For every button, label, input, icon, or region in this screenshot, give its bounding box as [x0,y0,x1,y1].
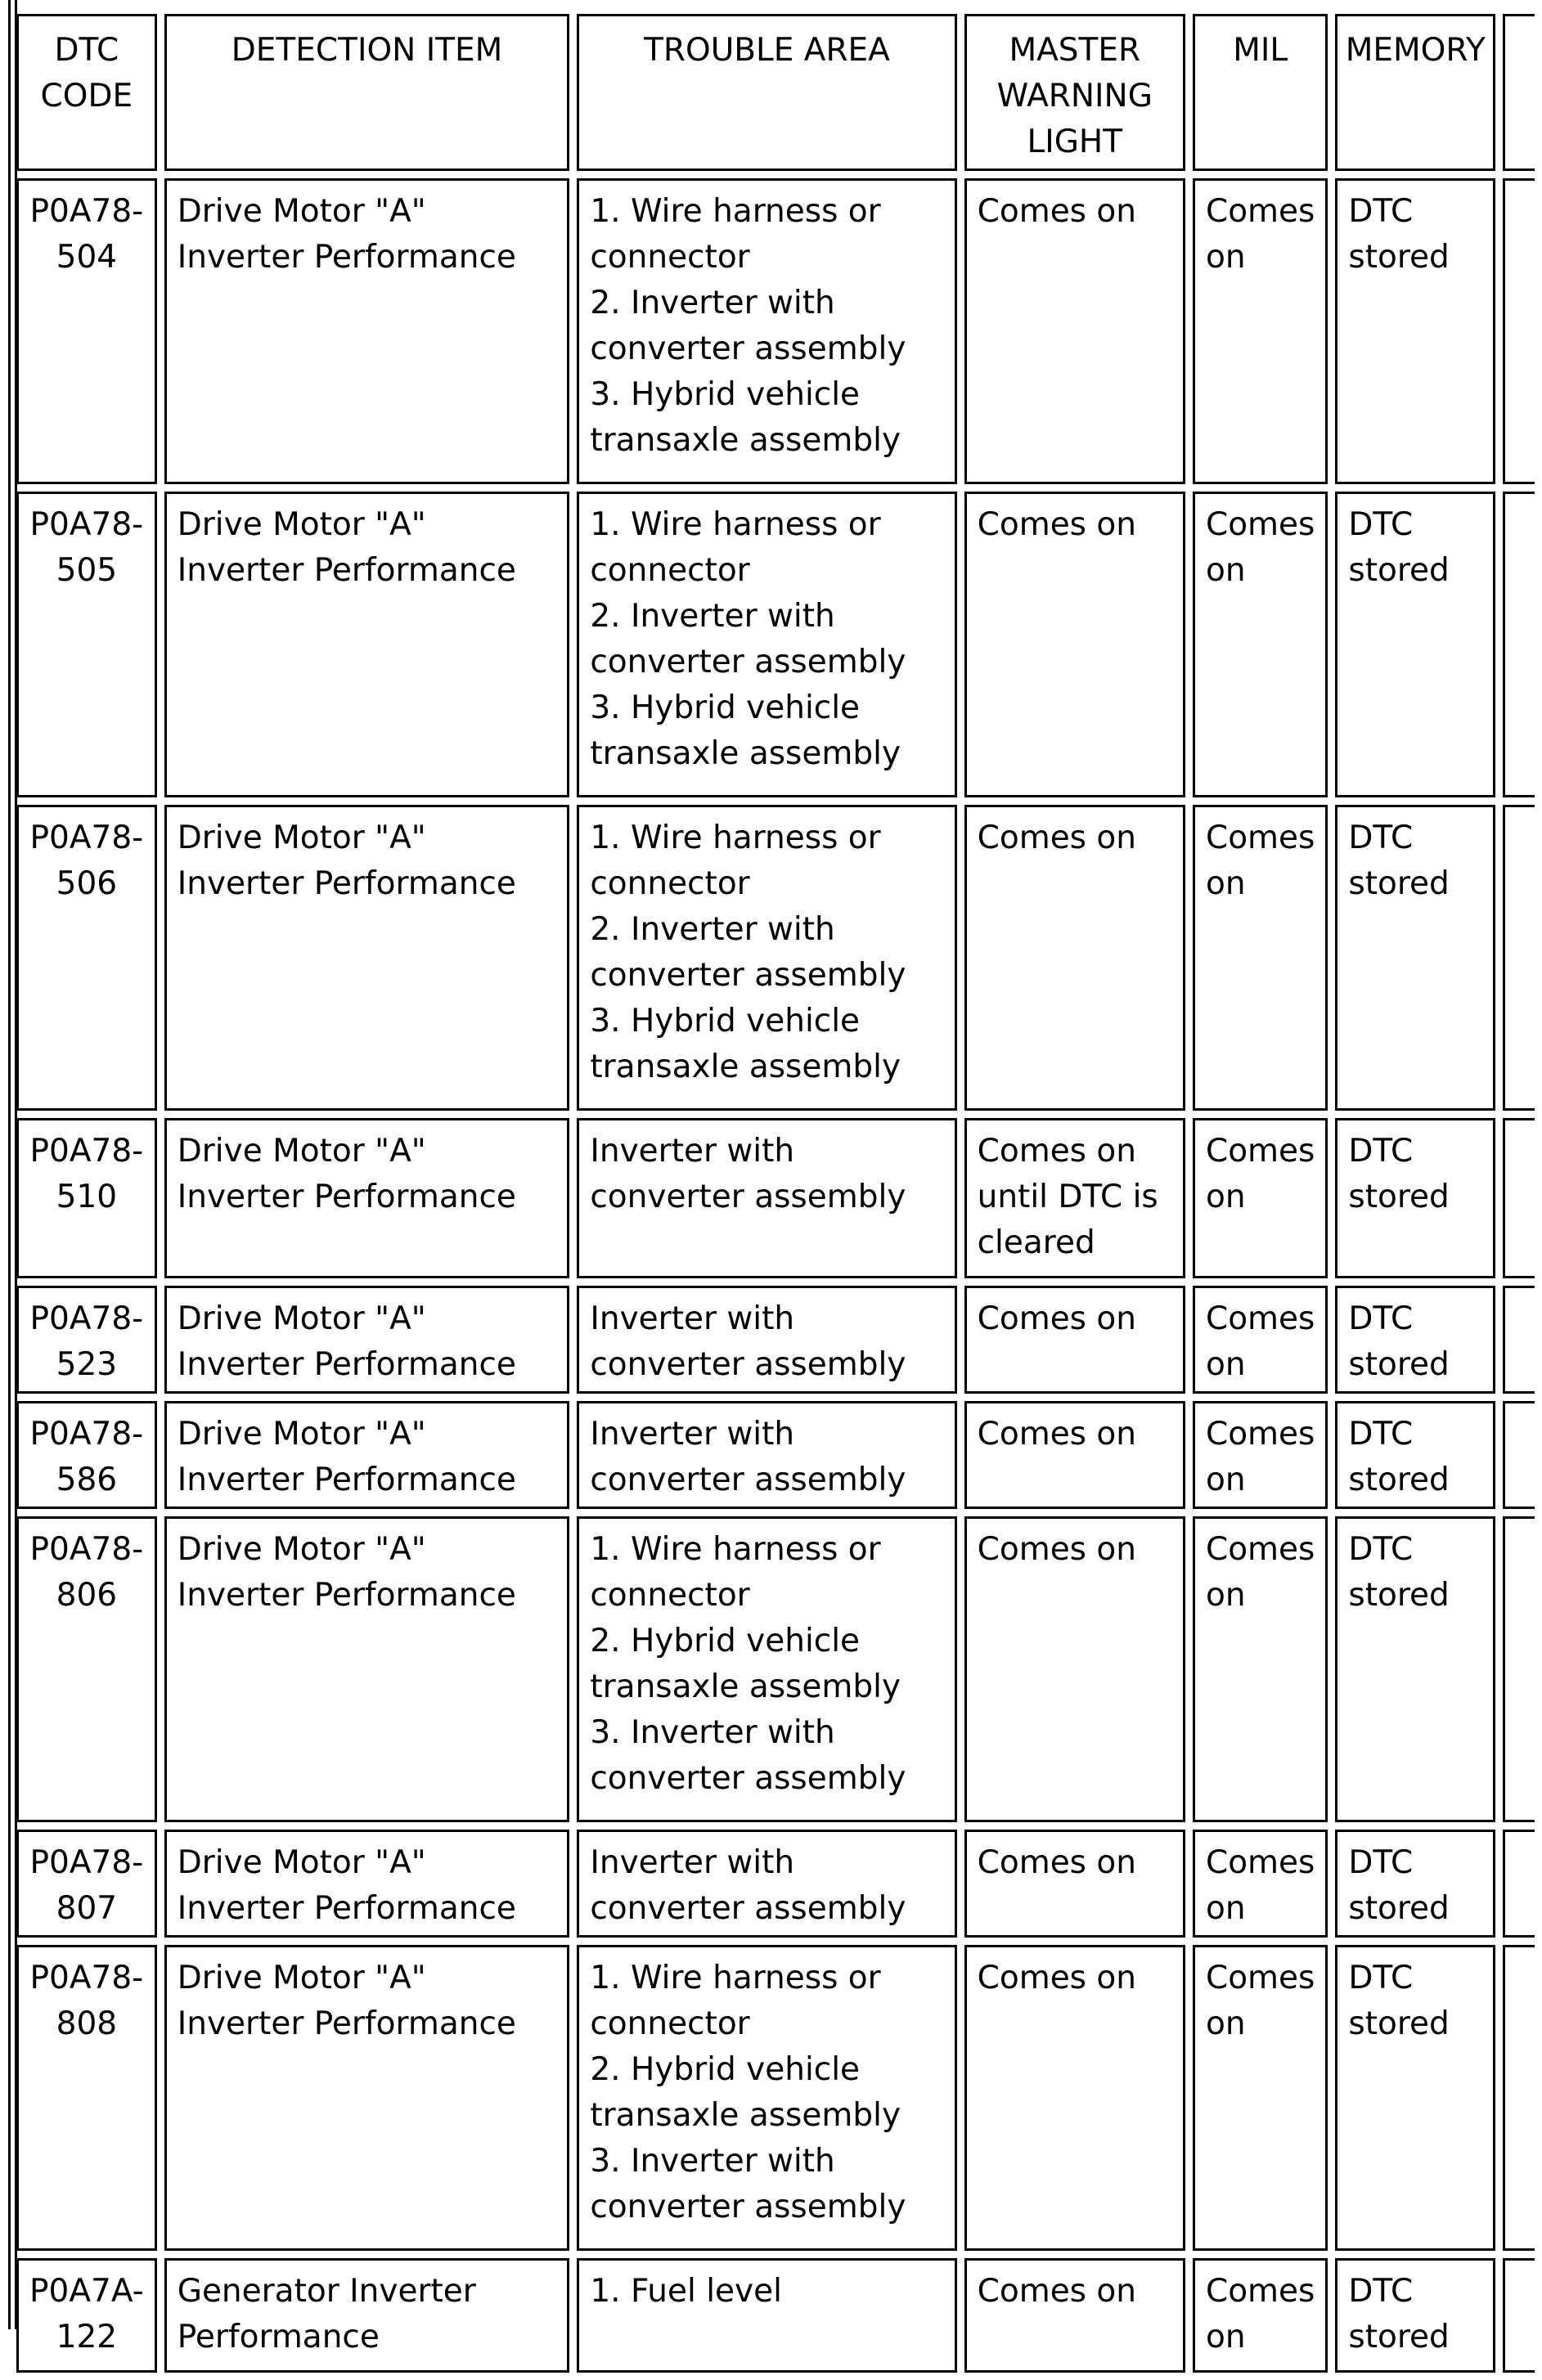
trouble-area-cell [577,1118,956,1278]
trouble-area-cell [577,1516,956,1822]
header-dtc-code: DTC CODE [16,14,157,171]
next-column-stub-cell [1503,1516,1535,1822]
memory-cell: DTC stored [1335,1830,1495,1938]
trouble-area-item: 2. Inverter with converter assembly [590,598,906,680]
dtc-code-cell [16,178,157,484]
dtc-code-suffix: 510 [56,1179,118,1215]
trouble-area-item: 3. Hybrid vehicle transaxle assembly [590,1003,901,1085]
detection-item-cell: Drive Motor "A" Inverter Performance [164,178,570,484]
trouble-area-item: Inverter with converter assembly [590,1844,906,1927]
dtc-code-prefix: P0A78- [29,193,144,230]
trouble-area-item: Inverter with converter assembly [590,1133,906,1215]
trouble-area-item: 1. Fuel level [590,2273,782,2310]
mil-cell: Comes on [1193,805,1328,1111]
mil-cell: Comes on [1193,1945,1328,2251]
dtc-code-suffix: 807 [56,1890,118,1927]
dtc-code-cell [16,1516,157,1822]
memory-cell: DTC stored [1335,1401,1495,1509]
detection-item-cell: Drive Motor "A" Inverter Performance [164,1830,570,1938]
next-column-stub-cell [1503,1118,1535,1278]
trouble-area-item: 2. Hybrid vehicle transaxle assembly [590,1623,901,1705]
trouble-area-item: 2. Inverter with converter assembly [590,911,906,994]
trouble-area-item: 1. Wire harness or connector [590,193,881,276]
header-mil: MIL [1193,14,1328,171]
trouble-area-item: 1. Wire harness or connector [590,1531,881,1614]
dtc-code-prefix: P0A7A- [29,2273,144,2310]
trouble-area-item: 3. Hybrid vehicle transaxle assembly [590,376,901,459]
dtc-code-cell [16,1830,157,1938]
header-detection-item: DETECTION ITEM [164,14,570,171]
dtc-code-cell [16,492,157,797]
mil-cell: Comes on [1193,1286,1328,1394]
mil-cell: Comes on [1193,1401,1328,1509]
detection-item-cell: Drive Motor "A" Inverter Performance [164,805,570,1111]
dtc-code-prefix: P0A78- [29,1133,144,1170]
detection-item-cell: Drive Motor "A" Inverter Performance [164,1516,570,1822]
header-next-column-stub [1503,14,1535,171]
table-row [16,1945,1535,2251]
trouble-area-item: 1. Wire harness or connector [590,506,881,589]
next-column-stub-cell [1503,2258,1535,2373]
trouble-area-item: 1. Wire harness or connector [590,820,881,902]
detection-item-cell: Drive Motor "A" Inverter Performance [164,1286,570,1394]
memory-cell: DTC stored [1335,2258,1495,2373]
dtc-code-suffix: 506 [56,865,118,902]
dtc-code-suffix: 808 [56,2005,118,2042]
dtc-code-suffix: 523 [56,1346,118,1383]
memory-cell: DTC stored [1335,178,1495,484]
table-row [16,1830,1535,1938]
dtc-code-prefix: P0A78- [29,506,144,543]
table-row [16,805,1535,1111]
trouble-area-cell [577,1401,956,1509]
memory-cell: DTC stored [1335,492,1495,797]
mil-cell: Comes on [1193,1118,1328,1278]
next-column-stub-cell [1503,805,1535,1111]
dtc-code-suffix: 806 [56,1577,118,1614]
dtc-code-cell [16,2258,157,2373]
next-column-stub-cell [1503,1945,1535,2251]
table-row [16,178,1535,484]
dtc-code-prefix: P0A78- [29,1960,144,1996]
mil-cell: Comes on [1193,2258,1328,2373]
trouble-area-cell [577,1286,956,1394]
memory-cell: DTC stored [1335,805,1495,1111]
trouble-area-item: Inverter with converter assembly [590,1300,906,1383]
trouble-area-cell [577,1945,956,2251]
dtc-code-suffix: 504 [56,239,118,276]
trouble-area-cell [577,492,956,797]
dtc-code-prefix: P0A78- [29,1531,144,1568]
mil-cell: Comes on [1193,1830,1328,1938]
dtc-code-cell [16,805,157,1111]
header-memory: MEMORY [1335,14,1495,171]
next-column-stub-cell [1503,492,1535,797]
master-warning-light-cell: Comes on [964,2258,1185,2373]
dtc-code-prefix: P0A78- [29,1844,144,1881]
trouble-area-item: 2. Hybrid vehicle transaxle assembly [590,2051,901,2134]
detection-item-cell: Drive Motor "A" Inverter Performance [164,492,570,797]
table-row [16,2258,1535,2373]
table-row [16,492,1535,797]
table-row [16,1286,1535,1394]
table-row [16,1118,1535,1278]
dtc-code-cell [16,1945,157,2251]
trouble-area-item: 1. Wire harness or connector [590,1960,881,2042]
detection-item-cell: Drive Motor "A" Inverter Performance [164,1401,570,1509]
detection-item-cell: Generator Inverter Performance [164,2258,570,2373]
dtc-code-prefix: P0A78- [29,1416,144,1453]
mil-cell: Comes on [1193,1516,1328,1822]
trouble-area-cell [577,1830,956,1938]
mil-cell: Comes on [1193,492,1328,797]
trouble-area-item: 2. Inverter with converter assembly [590,285,906,367]
master-warning-light-cell: Comes on until DTC is cleared [964,1118,1185,1278]
master-warning-light-cell: Comes on [964,1516,1185,1822]
header-trouble-area: TROUBLE AREA [577,14,956,171]
memory-cell: DTC stored [1335,1516,1495,1822]
next-column-stub-cell [1503,178,1535,484]
table-header-row [16,14,1535,171]
table-body [16,178,1535,2373]
dtc-code-suffix: 586 [56,1462,118,1498]
trouble-area-cell [577,2258,956,2373]
detection-item-cell: Drive Motor "A" Inverter Performance [164,1945,570,2251]
trouble-area-cell [577,178,956,484]
trouble-area-cell [577,805,956,1111]
trouble-area-item: Inverter with converter assembly [590,1416,906,1498]
dtc-code-cell [16,1286,157,1394]
detection-item-cell: Drive Motor "A" Inverter Performance [164,1118,570,1278]
memory-cell: DTC stored [1335,1118,1495,1278]
memory-cell: DTC stored [1335,1286,1495,1394]
next-column-stub-cell [1503,1286,1535,1394]
memory-cell: DTC stored [1335,1945,1495,2251]
table-row [16,1516,1535,1822]
trouble-area-item: 3. Hybrid vehicle transaxle assembly [590,689,901,772]
next-column-stub-cell [1503,1401,1535,1509]
master-warning-light-cell: Comes on [964,1830,1185,1938]
master-warning-light-cell: Comes on [964,1401,1185,1509]
master-warning-light-cell: Comes on [964,492,1185,797]
table-row [16,1401,1535,1509]
master-warning-light-cell: Comes on [964,178,1185,484]
dtc-code-cell [16,1401,157,1509]
master-warning-light-cell: Comes on [964,1286,1185,1394]
dtc-code-suffix: 505 [56,552,118,589]
master-warning-light-cell: Comes on [964,1945,1185,2251]
dtc-code-prefix: P0A78- [29,1300,144,1337]
dtc-code-suffix: 122 [56,2319,118,2355]
header-master-warning-light: MASTER WARNING LIGHT [964,14,1185,171]
mil-cell: Comes on [1193,178,1328,484]
dtc-code-cell [16,1118,157,1278]
dtc-code-prefix: P0A78- [29,820,144,856]
trouble-area-item: 3. Inverter with converter assembly [590,2143,906,2225]
trouble-area-item: 3. Inverter with converter assembly [590,1714,906,1797]
next-column-stub-cell [1503,1830,1535,1938]
master-warning-light-cell: Comes on [964,805,1185,1111]
dtc-table [9,7,1542,2380]
